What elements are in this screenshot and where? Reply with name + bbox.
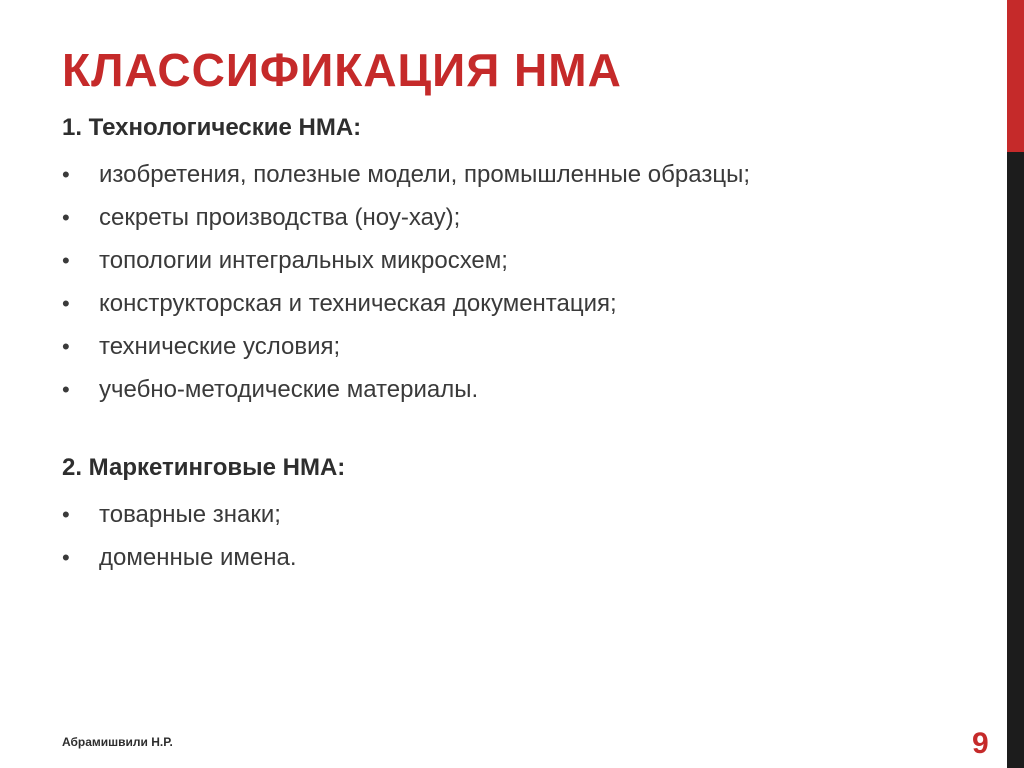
bullet-icon: • (62, 205, 70, 230)
bullet-list (62, 493, 992, 579)
list-item (62, 239, 992, 282)
section-technological (62, 112, 992, 411)
bullet-list (62, 153, 992, 411)
section-marketing (62, 452, 992, 579)
list-item-text: доменные имена. (99, 544, 297, 571)
bullet-icon: • (62, 377, 70, 402)
bullet-icon: • (62, 248, 70, 273)
list-item-text: топологии интегральных микросхем; (99, 247, 508, 274)
list-item (62, 153, 992, 196)
list-item-text: товарные знаки; (99, 501, 281, 528)
page-number: 9 (972, 727, 989, 760)
section-heading: 2. Маркетинговые НМА: (62, 454, 346, 481)
bullet-icon: • (62, 162, 70, 187)
list-item-text: технические условия; (99, 333, 341, 360)
list-item-text: учебно-методические материалы. (99, 376, 479, 403)
list-item (62, 493, 992, 536)
list-item (62, 282, 992, 325)
list-item (62, 368, 992, 411)
bullet-icon: • (62, 502, 70, 527)
bullet-icon: • (62, 334, 70, 359)
footer-author: Абрамишвили Н.Р. (62, 735, 173, 749)
accent-bar-dark (1007, 152, 1024, 768)
list-item-text: секреты производства (ноу-хау); (99, 204, 461, 231)
list-item (62, 325, 992, 368)
list-item (62, 536, 992, 579)
slide-title: КЛАССИФИКАЦИЯ НМА (62, 44, 622, 96)
section-heading: 1. Технологические НМА: (62, 114, 362, 141)
bullet-icon: • (62, 545, 70, 570)
accent-bar-red (1007, 0, 1024, 152)
bullet-icon: • (62, 291, 70, 316)
list-item-text: изобретения, полезные модели, промышленные образцы; (99, 161, 750, 188)
list-item-text: конструкторская и техническая документация; (99, 290, 617, 317)
list-item (62, 196, 992, 239)
slide-content (62, 112, 992, 579)
